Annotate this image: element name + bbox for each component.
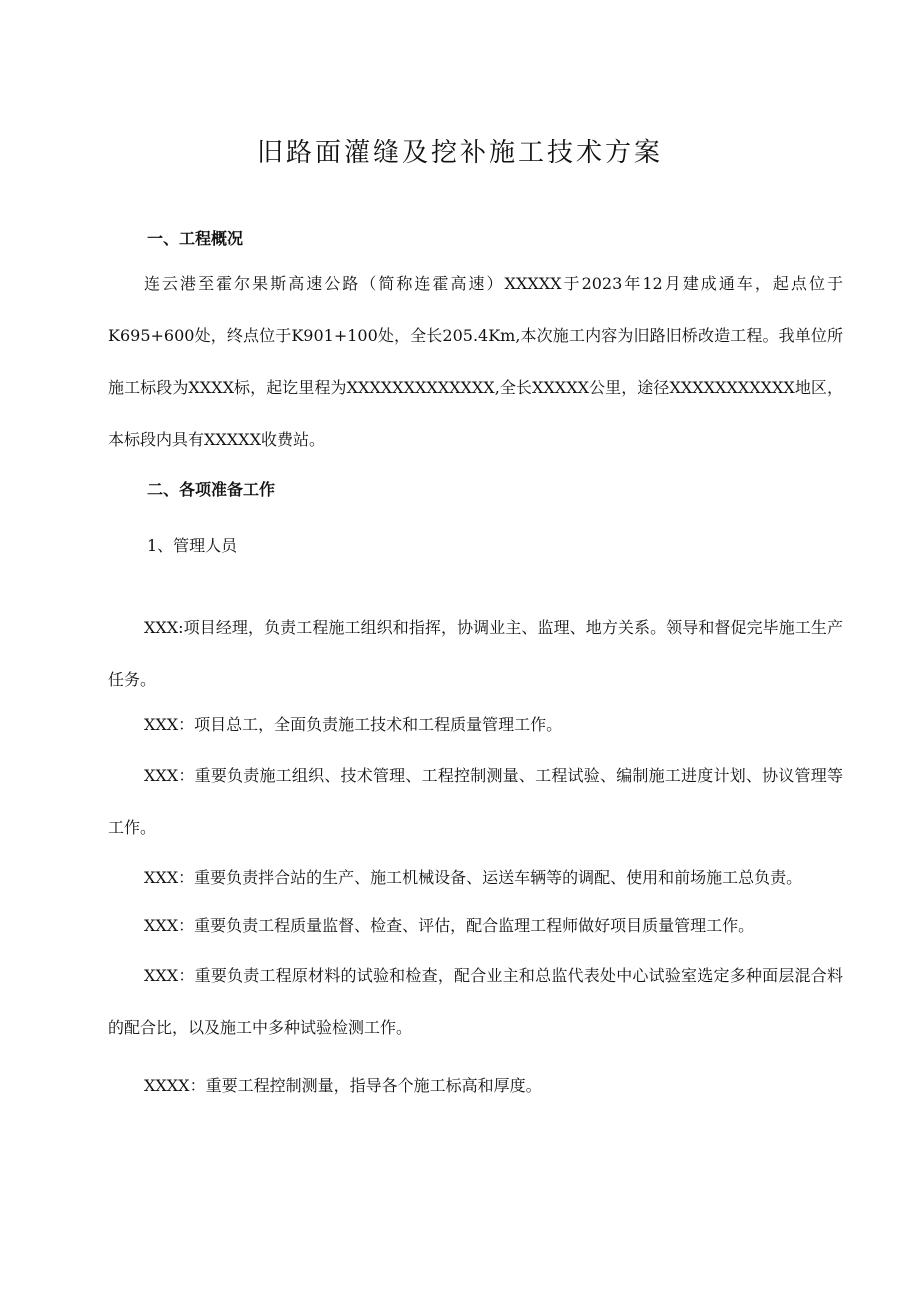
staff-paragraph: XXXX：重要工程控制测量，指导各个施工标高和厚度。 [144, 1076, 542, 1095]
section-heading-preparation: 二、各项准备工作 [147, 480, 276, 499]
overview-paragraph: 连云港至霍尔果斯高速公路（简称连霍高速）XXXXX于2023年12月建成通车，起点位于K695+600处，终点位于K901+100处，全长205.4Km,本次施工内容为旧路旧桥改造工程。我单位所施工标段为XXXX标，起讫里程为XXXXXXXXXXXXX,全长XXXXX公里，途径XXXXXXXXXXX地区，本标段内具有XXXXX收费站。 [108, 274, 843, 449]
section-heading-overview: 一、工程概况 [147, 229, 244, 248]
subheading-management-staff: 1、管理人员 [147, 536, 238, 555]
staff-paragraph: XXX：项目总工，全面负责施工技术和工程质量管理工作。 [144, 715, 563, 734]
staff-paragraph: XXX：重要负责工程原材料的试验和检查，配合业主和总监代表处中心试验室选定多种面层混合料的配合比，以及施工中多种试验检测工作。 [108, 966, 843, 1037]
staff-paragraph: XXX：重要负责拌合站的生产、施工机械设备、运送车辆等的调配、使用和前场施工总负责。 [144, 868, 803, 887]
staff-paragraph: XXX：重要负责工程质量监督、检查、评估，配合监理工程师做好项目质量管理工作。 [144, 916, 755, 935]
staff-paragraph: XXX:项目经理，负责工程施工组织和指挥，协调业主、监理、地方关系。领导和督促完毕施工生产任务。 [108, 618, 843, 689]
document-title: 旧路面灌缝及挖补施工技术方案 [256, 138, 663, 168]
staff-paragraph: XXX：重要负责施工组织、技术管理、工程控制测量、工程试验、编制施工进度计划、协议管理等工作。 [108, 766, 843, 837]
